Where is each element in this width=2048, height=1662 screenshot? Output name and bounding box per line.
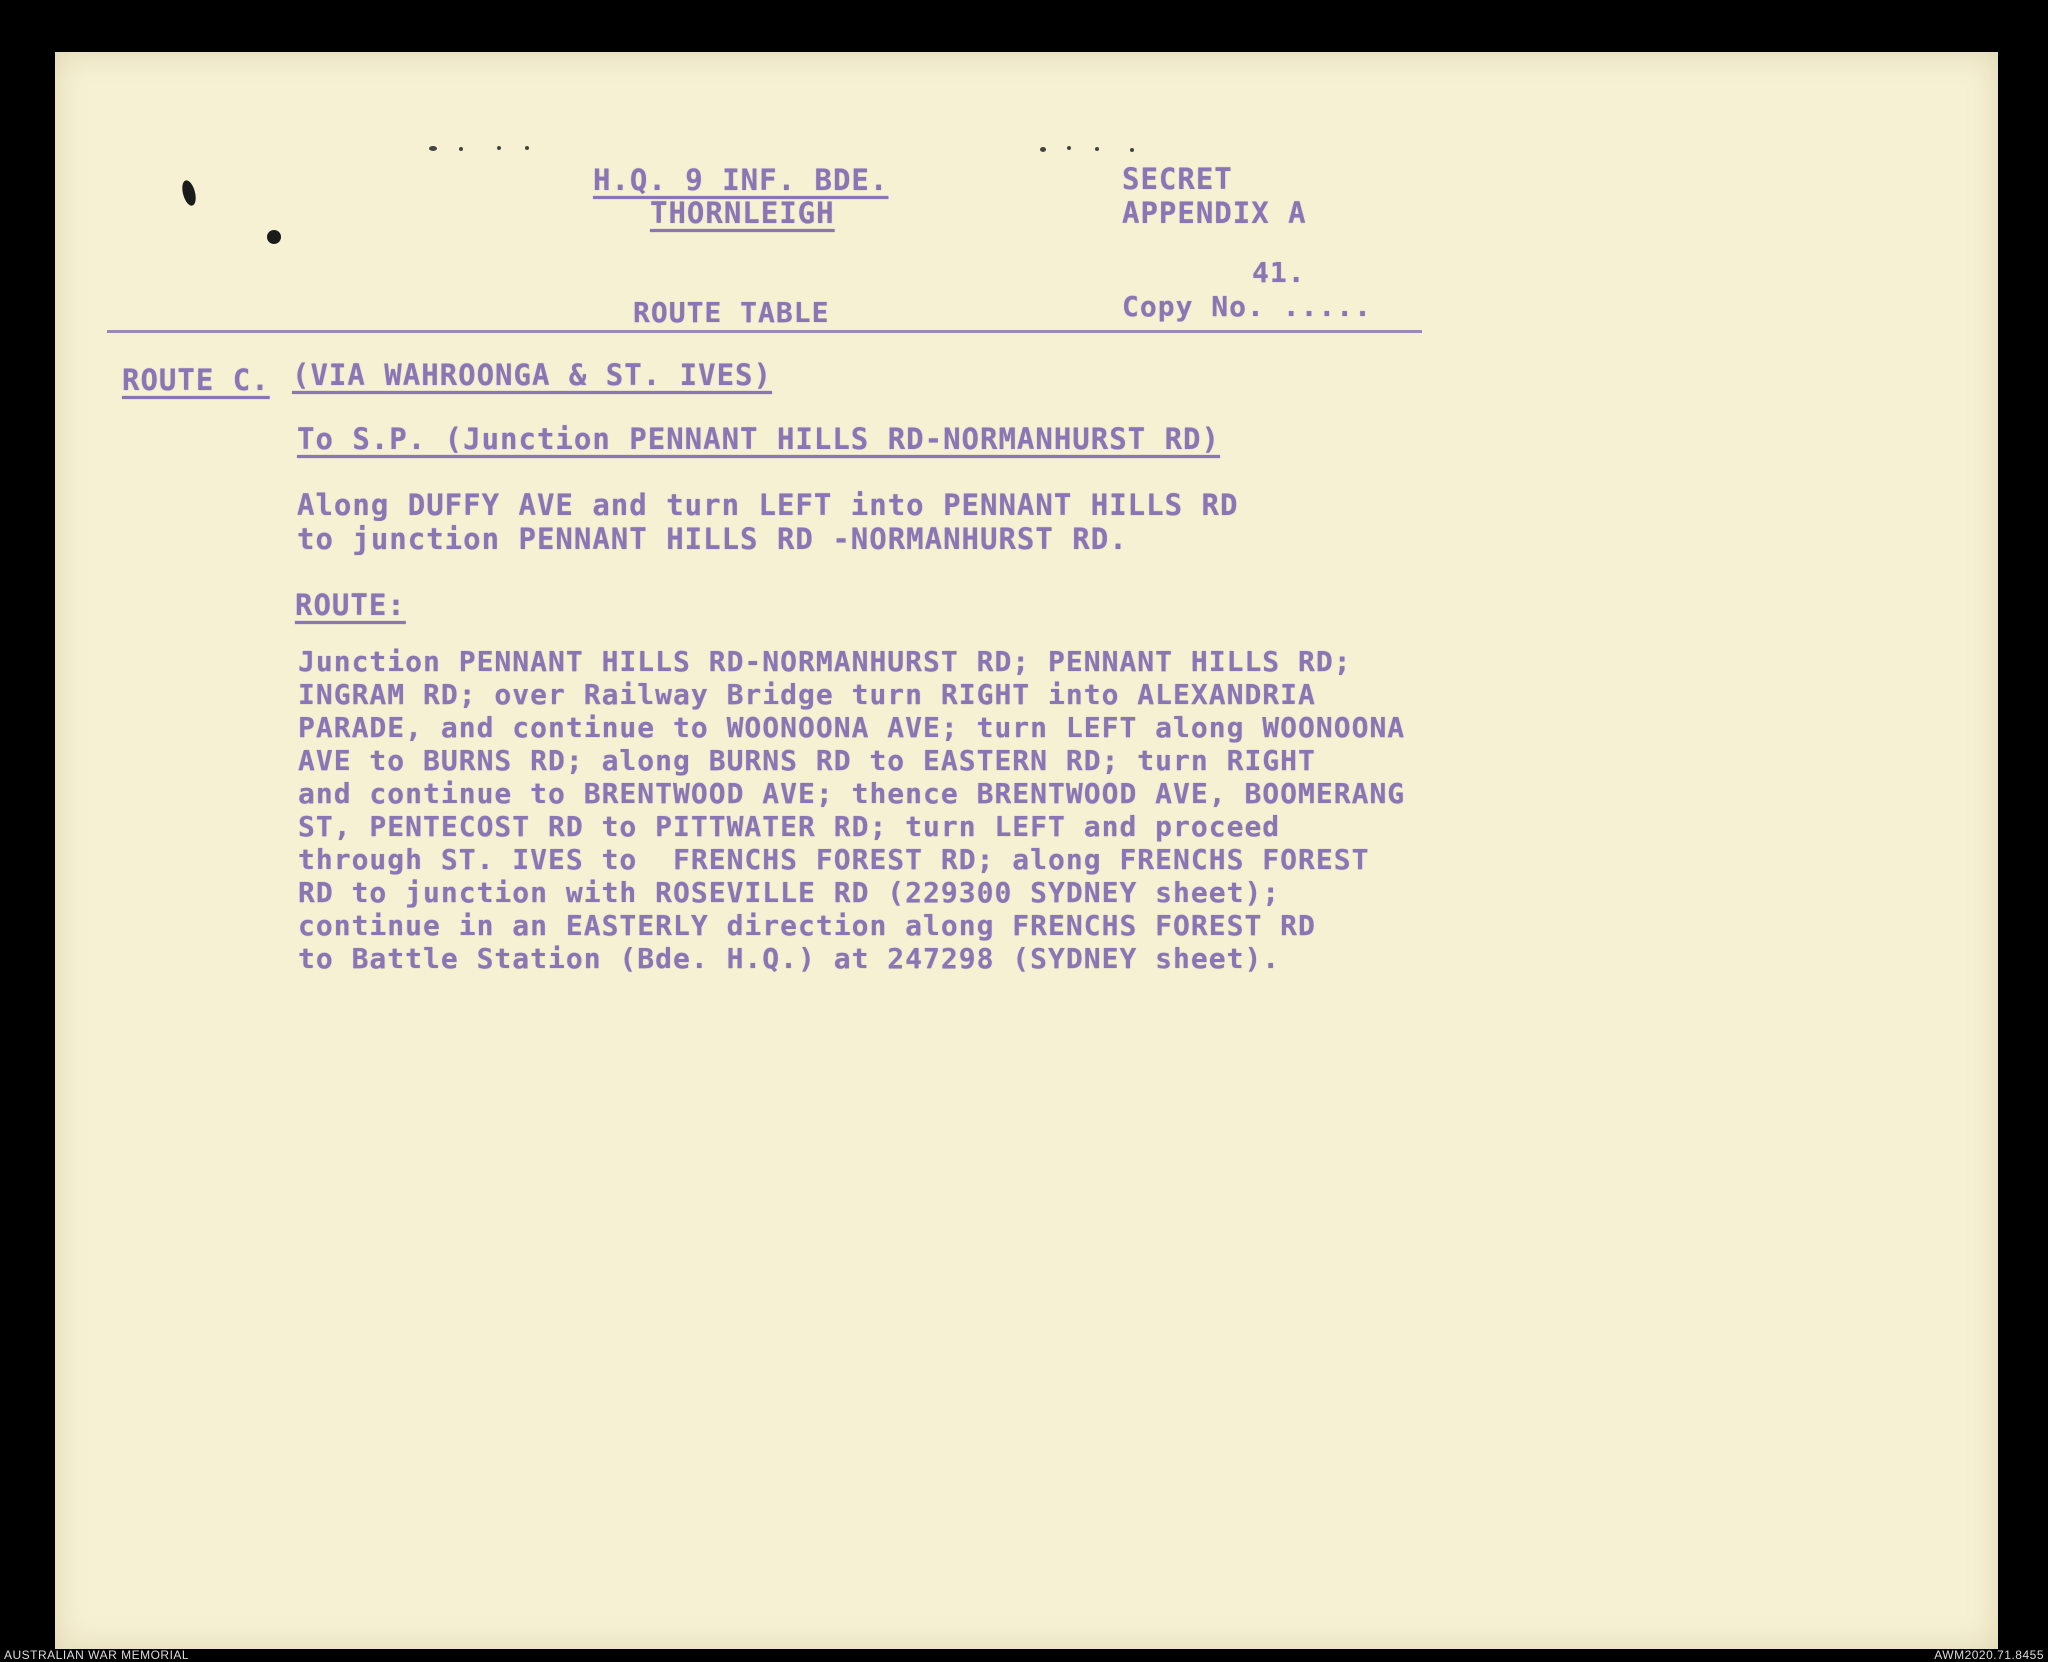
route-text-line-4: AVE to BURNS RD; along BURNS RD to EASTERN RD; turn RIGHT — [298, 744, 1316, 777]
speck-top-b — [459, 147, 463, 151]
route-label: ROUTE: — [295, 588, 406, 622]
punch-hole-top-left — [180, 179, 198, 207]
header-rule — [107, 330, 1422, 333]
route-text-line-2: INGRAM RD; over Railway Bridge turn RIGHT into ALEXANDRIA — [298, 678, 1316, 711]
secret-label: SECRET — [1122, 162, 1233, 196]
sp-text-line-1: Along DUFFY AVE and turn LEFT into PENNANT HILLS RD — [297, 488, 1239, 522]
place-name: THORNLEIGH — [650, 196, 835, 230]
appendix-label: APPENDIX A — [1122, 196, 1307, 230]
speck-top-c — [497, 146, 501, 150]
speck-top-d — [525, 146, 529, 150]
route-c-label: ROUTE C. — [122, 363, 270, 397]
hq-line: H.Q. 9 INF. BDE. — [593, 163, 889, 197]
page-number: 41. — [1252, 256, 1306, 289]
sp-heading: To S.P. (Junction PENNANT HILLS RD-NORMANHURST RD) — [297, 422, 1220, 456]
route-text-line-10: to Battle Station (Bde. H.Q.) at 247298 (SYDNEY sheet). — [298, 942, 1281, 975]
route-text-line-3: PARADE, and continue to WOONOONA AVE; turn LEFT along WOONOONA — [298, 711, 1406, 744]
speck-top-e — [1040, 147, 1046, 152]
route-text-line-8: RD to junction with ROSEVILLE RD (229300 SYDNEY sheet); — [298, 876, 1281, 909]
route-text-line-1: Junction PENNANT HILLS RD-NORMANHURST RD; PENNANT HILLS RD; — [298, 645, 1352, 678]
route-text-line-6: ST, PENTECOST RD to PITTWATER RD; turn LEFT and proceed — [298, 810, 1281, 843]
route-text-line-5: and continue to BRENTWOOD AVE; thence BRENTWOOD AVE, BOOMERANG — [298, 777, 1406, 810]
route-text-line-7: through ST. IVES to FRENCHS FOREST RD; along FRENCHS FOREST — [298, 843, 1370, 876]
sp-text-line-2: to junction PENNANT HILLS RD -NORMANHURST RD. — [297, 522, 1128, 556]
speck-top-a — [429, 146, 437, 151]
speck-top-g — [1095, 147, 1099, 151]
route-c-via: (VIA WAHROONGA & ST. IVES) — [292, 358, 772, 392]
copy-number: Copy No. ..... — [1122, 290, 1373, 323]
speck-top-h — [1130, 148, 1134, 152]
footer-accession: AWM2020.71.8455 — [1934, 1648, 2044, 1662]
punch-hole-left — [267, 230, 281, 244]
speck-top-f — [1067, 146, 1071, 150]
footer-credit: AUSTRALIAN WAR MEMORIAL — [4, 1648, 190, 1662]
route-text-line-9: continue in an EASTERLY direction along FRENCHS FOREST RD — [298, 909, 1316, 942]
route-table-title: ROUTE TABLE — [633, 296, 830, 329]
